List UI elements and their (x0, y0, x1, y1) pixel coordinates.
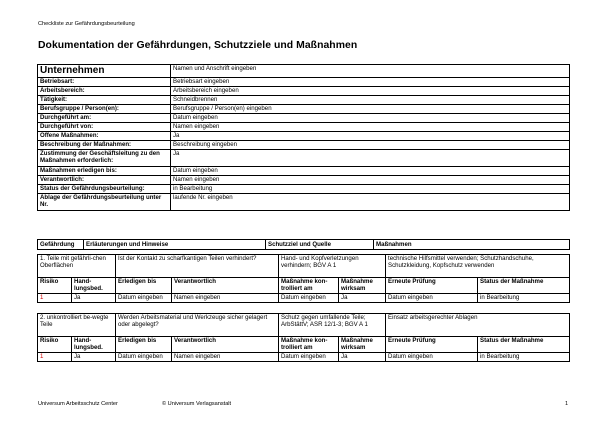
header-massnahmen: Maßnahmen (374, 240, 570, 250)
hazard-values-row (38, 353, 570, 362)
company-row (38, 87, 570, 96)
hazard-description-row (38, 314, 570, 337)
erledigen-bis-field[interactable]: Datum eingeben (116, 294, 172, 303)
document-subtitle: Checkliste zur Gefährdungsbeurteilung (38, 21, 135, 27)
col-risiko: Risiko (38, 337, 72, 353)
kontrolliert-field[interactable]: Datum eingeben (279, 353, 339, 362)
field-value[interactable]: Berufsgruppe / Person(en) eingeben (171, 105, 570, 114)
hazard-column-headers (38, 278, 570, 294)
hazard-measure: technische Hilfsmittel verwenden; Schutzhandschuhe, Schutzkleidung, Kopfschutz verwenden (386, 255, 570, 278)
field-value[interactable]: Ja (171, 150, 570, 167)
field-label: Tätigkeit: (38, 96, 171, 105)
col-risiko: Risiko (38, 278, 72, 294)
field-value[interactable]: Ja (171, 132, 570, 141)
col-kontrolliert: Maßnahme kon-trolliert am (279, 337, 339, 353)
field-label: Betriebsart: (38, 78, 171, 87)
field-label: Ablage der Gefährdungsbeurteilung unter Nr. (38, 194, 171, 211)
footer-publisher: Universum Arbeitsschutz Center (38, 401, 118, 407)
wirksam-value[interactable]: Ja (339, 353, 386, 362)
hazard-explanation: Werden Arbeitsmaterial und Werkzeuge sicher gelagert oder abgelegt? (116, 314, 279, 337)
company-row (38, 78, 570, 87)
hazard-header-table (37, 239, 570, 250)
col-erledigen-bis: Erledigen bis (116, 337, 172, 353)
erledigen-bis-field[interactable]: Datum eingeben (116, 353, 172, 362)
hazard-name: 1. Teile mit gefährli-chen Oberflächen (38, 255, 116, 278)
risk-value[interactable]: 1 (38, 294, 72, 303)
hazard-explanation: Ist der Kontakt zu scharfkantigen Teilen verhindert? (116, 255, 279, 278)
field-value[interactable]: Betriebsart eingeben (171, 78, 570, 87)
erneute-pruefung-field[interactable]: Datum eingeben (386, 353, 478, 362)
field-value[interactable]: Schneidbrennen (171, 96, 570, 105)
hazard-description-row (38, 255, 570, 278)
hazard-block (37, 254, 570, 303)
field-value[interactable]: Namen eingeben (171, 123, 570, 132)
company-row (38, 105, 570, 114)
company-row (38, 150, 570, 167)
company-name-field[interactable]: Namen und Anschrift eingeben (171, 65, 570, 78)
field-label: Durchgeführt am: (38, 114, 171, 123)
hazard-protection-goal: Hand- und Kopfverletzungen verhindern; BGV A 1 (279, 255, 386, 278)
col-handlungsbedarf: Hand-lungsbed. (72, 337, 116, 353)
company-row (38, 114, 570, 123)
col-wirksam: Maßnahme wirksam (339, 337, 386, 353)
document-title: Dokumentation der Gefährdungen, Schutzziele und Maßnahmen (38, 40, 358, 51)
col-kontrolliert: Maßnahme kon-trolliert am (279, 278, 339, 294)
field-label: Berufsgruppe / Person(en): (38, 105, 171, 114)
hazard-column-headers (38, 337, 570, 353)
field-value[interactable]: Namen eingeben (171, 176, 570, 185)
field-label: Status der Gefährdungsbeurteilung: (38, 185, 171, 194)
col-erneute-pruefung: Erneute Prüfung (386, 278, 478, 294)
col-handlungsbedarf: Hand-lungsbed. (72, 278, 116, 294)
col-wirksam: Maßnahme wirksam (339, 278, 386, 294)
field-label: Arbeitsbereich: (38, 87, 171, 96)
col-verantwortlich: Verantwortlich (172, 337, 279, 353)
risk-value[interactable]: 1 (38, 353, 72, 362)
col-erneute-pruefung: Erneute Prüfung (386, 337, 478, 353)
company-row (38, 194, 570, 211)
company-row (38, 141, 570, 150)
hazard-name: 2. unkontrolliert be-wegte Teile (38, 314, 116, 337)
field-value[interactable]: laufende Nr. eingeben (171, 194, 570, 211)
company-row (38, 96, 570, 105)
col-erledigen-bis: Erledigen bis (116, 278, 172, 294)
hazard-measure: Einsatz arbeitsgerechter Ablagen (386, 314, 570, 337)
col-verantwortlich: Verantwortlich (172, 278, 279, 294)
field-label: Verantwortlich: (38, 176, 171, 185)
field-value[interactable]: Beschreibung eingeben (171, 141, 570, 150)
company-heading: Unternehmen (38, 65, 171, 78)
header-erlaeuterungen: Erläuterungen und Hinweise (84, 240, 266, 250)
field-label: Zustimmung der Geschäftsleitung zu den Maßnahmen erforderlich: (38, 150, 171, 167)
status-value[interactable]: in Bearbeitung (478, 353, 570, 362)
kontrolliert-field[interactable]: Datum eingeben (279, 294, 339, 303)
company-row (38, 132, 570, 141)
company-row (38, 185, 570, 194)
handlungsbedarf-value[interactable]: Ja (72, 294, 116, 303)
field-value[interactable]: Arbeitsbereich eingeben (171, 87, 570, 96)
field-label: Durchgeführt von: (38, 123, 171, 132)
hazard-header-row (38, 240, 570, 250)
field-label: Beschreibung der Maßnahmen: (38, 141, 171, 150)
field-label: Maßnahmen erledigen bis: (38, 167, 171, 176)
company-row (38, 167, 570, 176)
erneute-pruefung-field[interactable]: Datum eingeben (386, 294, 478, 303)
field-label: Offene Maßnahmen: (38, 132, 171, 141)
company-row (38, 123, 570, 132)
header-schutzziel: Schutzziel und Quelle (266, 240, 374, 250)
company-row (38, 176, 570, 185)
wirksam-value[interactable]: Ja (339, 294, 386, 303)
page-number: 1 (565, 401, 569, 407)
status-value[interactable]: in Bearbeitung (478, 294, 570, 303)
company-table (37, 64, 570, 211)
col-status: Status der Maßnahme (478, 337, 570, 353)
company-heading-row (38, 65, 570, 78)
verantwortlich-field[interactable]: Namen eingeben (172, 353, 279, 362)
handlungsbedarf-value[interactable]: Ja (72, 353, 116, 362)
field-value[interactable]: in Bearbeitung (171, 185, 570, 194)
footer-copyright: © Universum Verlagsanstalt (162, 401, 232, 407)
hazard-protection-goal: Schutz gegen umfallende Teile; ArbStättV; ASR 12/1-3; BGV A 1 (279, 314, 386, 337)
field-value[interactable]: Datum eingeben (171, 167, 570, 176)
header-gefaehrdung: Gefährdung (38, 240, 84, 250)
hazard-values-row (38, 294, 570, 303)
field-value[interactable]: Datum eingeben (171, 114, 570, 123)
verantwortlich-field[interactable]: Namen eingeben (172, 294, 279, 303)
hazard-block (37, 313, 570, 362)
col-status: Status der Maßnahme (478, 278, 570, 294)
